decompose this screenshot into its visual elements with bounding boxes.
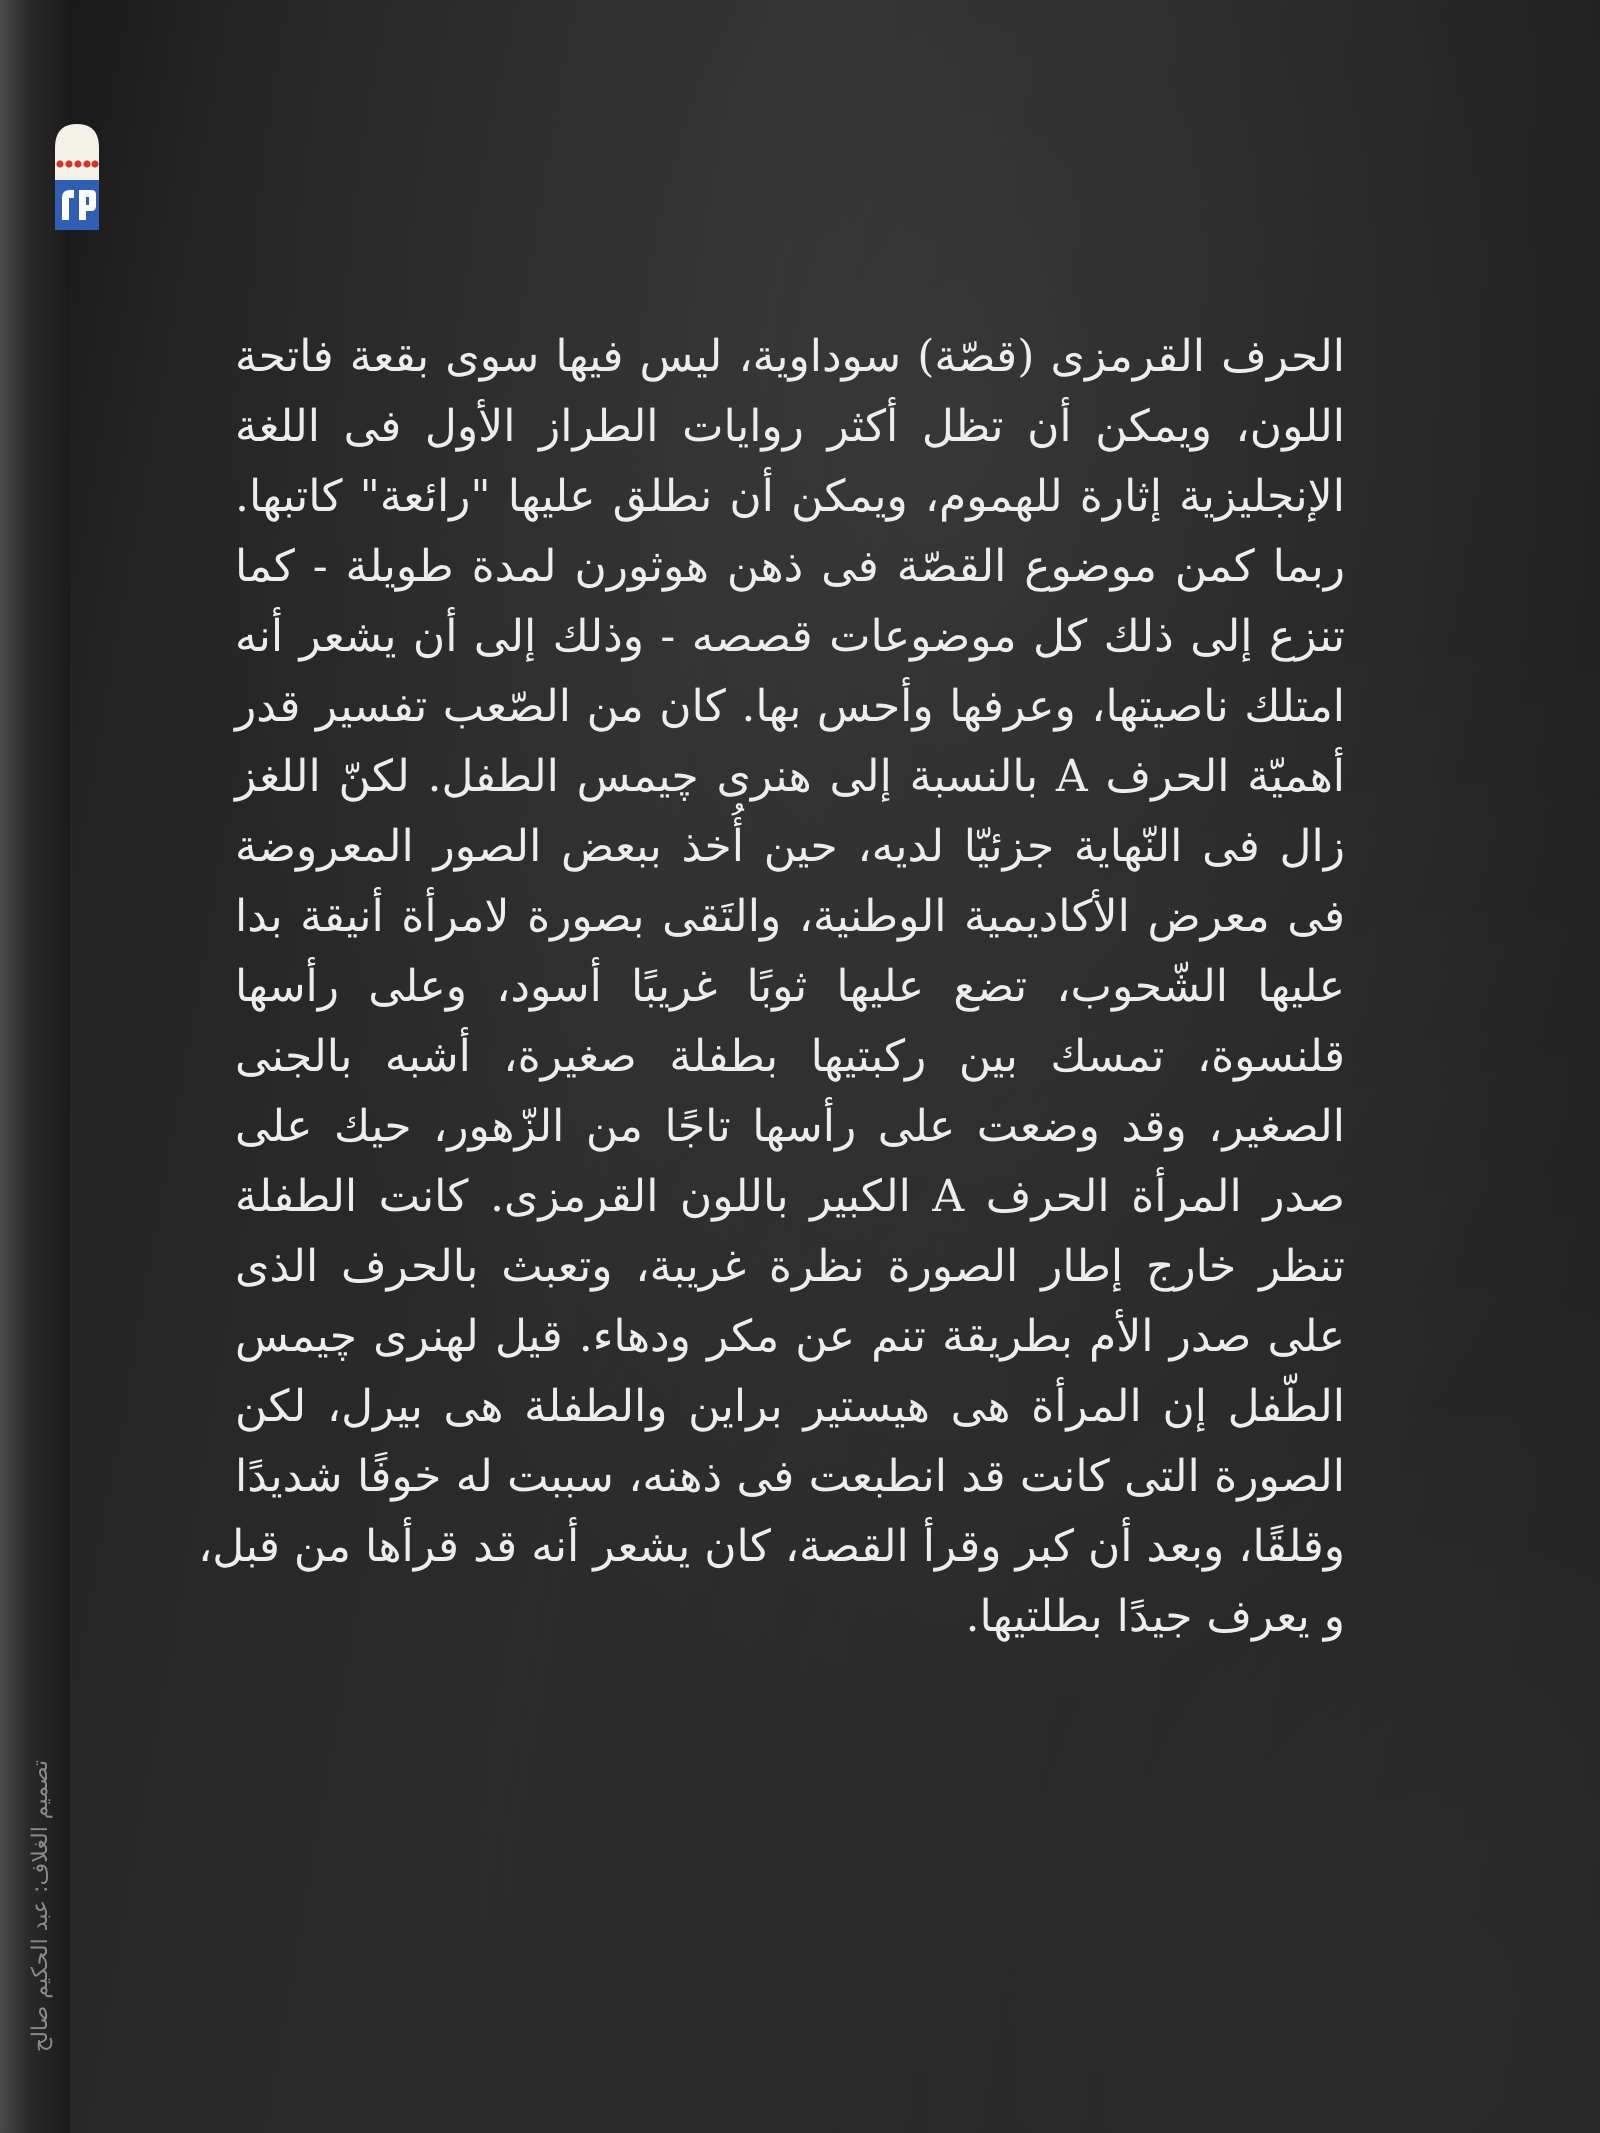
blurb-line: زال فى النّهاية جزئيّا لديه، حين أُخذ ببعض الصور المعروضة	[235, 821, 1345, 872]
blurb-line: عليها الشّحوب، تضع عليها ثوبًا غريبًا أسود، وعلى رأسها	[235, 961, 1345, 1012]
blurb-line: الحرف القرمزى (قصّة) سوداوية، ليس فيها سوى بقعة فاتحة	[235, 331, 1345, 382]
publisher-arch-logo-icon	[52, 118, 102, 258]
blurb-line: الصغير، وقد وضعت على رأسها تاجًا من الزّهور، حيك على	[235, 1101, 1345, 1152]
blurb-line: الإنجليزية إثارة للهموم، ويمكن أن نطلق عليها "رائعة" كاتبها.	[235, 471, 1345, 522]
blurb-line: أهميّة الحرف A بالنسبة إلى هنرى چيمس الطفل. لكنّ اللغز	[235, 751, 1346, 802]
blurb-line: وقلقًا، وبعد أن كبر وقرأ القصة، كان يشعر أنه قد قرأها من قبل،	[198, 1521, 1345, 1572]
blurb-line: تنظر خارج إطار الصورة نظرة غريبة، وتعبث بالحرف الذى	[235, 1241, 1345, 1292]
cover-designer-credit: تصميم الغلاف: عبد الحكيم صالح	[28, 1760, 53, 2052]
blurb-line: فى معرض الأكاديمية الوطنية، والتَقى بصورة لامرأة أنيقة بدا	[235, 891, 1345, 942]
blurb-line: صدر المرأة الحرف A الكبير باللون القرمزى. كانت الطفلة	[235, 1171, 1345, 1222]
blurb-line: قلنسوة، تمسك بين ركبتيها بطفلة صغيرة، أشبه بالجنى	[235, 1031, 1345, 1082]
blurb-line: الطّفل إن المرأة هى هيستير براين والطفلة هى بيرل، لكن	[235, 1381, 1345, 1432]
blurb-line: ربما كمن موضوع القصّة فى ذهن هوثورن لمدة طويلة - كما	[235, 541, 1345, 592]
blurb-text	[198, 322, 1346, 1652]
blurb-line: امتلك ناصيتها، وعرفها وأحس بها. كان من الصّعب تفسير قدر	[235, 681, 1345, 732]
blurb-line: و يعرف جيدًا بطلتيها.	[965, 1591, 1345, 1642]
blurb-line: الصورة التى كانت قد انطبعت فى ذهنه، سببت له خوفًا شديدًا	[235, 1451, 1345, 1502]
blurb-line: على صدر الأم بطريقة تنم عن مكر ودهاء. قيل لهنرى چيمس	[235, 1311, 1345, 1362]
blurb-line: تنزع إلى ذلك كل موضوعات قصصه - وذلك إلى أن يشعر أنه	[235, 611, 1345, 662]
blurb-line: اللون، ويمكن أن تظل أكثر روايات الطراز الأول فى اللغة	[235, 401, 1345, 452]
